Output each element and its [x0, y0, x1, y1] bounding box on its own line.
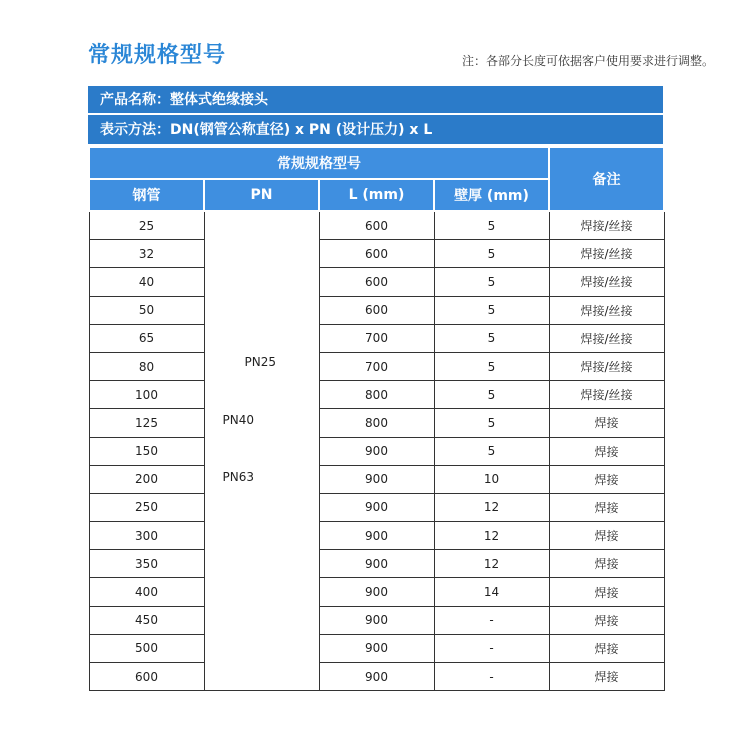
pipe-size-cell: 100 — [89, 381, 204, 409]
length-cell: 900 — [319, 493, 434, 521]
remark-cell: 焊接 — [549, 606, 664, 634]
remark-cell: 焊接/丝接 — [549, 352, 664, 380]
wall-thickness-cell: 5 — [434, 352, 549, 380]
pipe-size-cell: 500 — [89, 634, 204, 662]
pipe-size-cell: 125 — [89, 409, 204, 437]
remark-cell: 焊接/丝接 — [549, 268, 664, 296]
wall-thickness-cell: - — [434, 634, 549, 662]
length-cell: 900 — [319, 606, 434, 634]
wall-thickness-cell: 5 — [434, 324, 549, 352]
pipe-size-cell: 600 — [89, 663, 204, 691]
pipe-size-cell: 250 — [89, 493, 204, 521]
remark-cell: 焊接 — [549, 550, 664, 578]
wall-thickness-cell: 5 — [434, 437, 549, 465]
length-column-header: L (mm) — [319, 179, 434, 211]
wall-thickness-cell: 5 — [434, 211, 549, 240]
page-title: 常规规格型号 — [88, 43, 227, 68]
length-cell: 900 — [319, 550, 434, 578]
length-cell: 800 — [319, 409, 434, 437]
length-cell: 900 — [319, 465, 434, 493]
remark-cell: 焊接/丝接 — [549, 324, 664, 352]
wall-thickness-cell: 12 — [434, 550, 549, 578]
wall-thickness-cell: - — [434, 606, 549, 634]
length-cell: 600 — [319, 296, 434, 324]
pipe-size-cell: 65 — [89, 324, 204, 352]
table-row — [89, 522, 664, 550]
remark-cell: 焊接 — [549, 409, 664, 437]
remark-cell: 焊接/丝接 — [549, 211, 664, 240]
table-row — [89, 578, 664, 606]
pipe-size-cell: 400 — [89, 578, 204, 606]
table-row — [89, 493, 664, 521]
wall-thickness-cell: 12 — [434, 493, 549, 521]
length-cell: 900 — [319, 663, 434, 691]
remark-column-header: 备注 — [549, 147, 664, 211]
notation-method-row: 表示方法：DN(钢管公称直径) x PN (设计压力) x L — [88, 115, 663, 146]
length-cell: 700 — [319, 324, 434, 352]
table-row — [89, 663, 664, 691]
product-name-row: 产品名称：整体式绝缘接头 — [88, 86, 663, 115]
remark-cell: 焊接/丝接 — [549, 381, 664, 409]
wall-column-header: 壁厚 (mm) — [434, 179, 549, 211]
table-row — [89, 606, 664, 634]
wall-thickness-cell: 5 — [434, 381, 549, 409]
remark-cell: 焊接 — [549, 493, 664, 521]
wall-thickness-cell: 5 — [434, 240, 549, 268]
table-row — [89, 352, 664, 380]
remark-cell: 焊接 — [549, 663, 664, 691]
length-cell: 600 — [319, 268, 434, 296]
table-row — [89, 550, 664, 578]
remark-cell: 焊接 — [549, 522, 664, 550]
table-row — [89, 465, 664, 493]
spec-table — [88, 146, 665, 691]
pipe-size-cell: 50 — [89, 296, 204, 324]
table-row — [89, 296, 664, 324]
length-cell: 900 — [319, 522, 434, 550]
pipe-size-cell: 40 — [89, 268, 204, 296]
pipe-size-cell: 32 — [89, 240, 204, 268]
pipe-column-header: 钢管 — [89, 179, 204, 211]
pipe-size-cell: 300 — [89, 522, 204, 550]
wall-thickness-cell: 5 — [434, 268, 549, 296]
table-row — [89, 409, 664, 437]
length-cell: 900 — [319, 578, 434, 606]
spec-table-container — [88, 86, 663, 691]
remark-cell: 焊接 — [549, 465, 664, 493]
spec-group-header: 常规规格型号 — [89, 147, 549, 179]
spec-table-body — [89, 211, 664, 691]
length-cell: 800 — [319, 381, 434, 409]
pipe-size-cell: 350 — [89, 550, 204, 578]
length-cell: 900 — [319, 634, 434, 662]
adjustment-note: 注：各部分长度可依据客户使用要求进行调整。 — [462, 54, 715, 68]
table-row — [89, 240, 664, 268]
table-row — [89, 381, 664, 409]
remark-cell: 焊接/丝接 — [549, 296, 664, 324]
length-cell: 700 — [319, 352, 434, 380]
table-row — [89, 324, 664, 352]
length-cell: 600 — [319, 211, 434, 240]
wall-thickness-cell: 14 — [434, 578, 549, 606]
wall-thickness-cell: 5 — [434, 296, 549, 324]
pipe-size-cell: 200 — [89, 465, 204, 493]
pn-value-label: PN40 — [222, 413, 254, 427]
remark-cell: 焊接/丝接 — [549, 240, 664, 268]
wall-thickness-cell: - — [434, 663, 549, 691]
pipe-size-cell: 80 — [89, 352, 204, 380]
wall-thickness-cell: 10 — [434, 465, 549, 493]
pn-value-label: PN25 — [244, 355, 276, 369]
pn-merged-cell — [204, 211, 319, 691]
table-row — [89, 634, 664, 662]
pipe-size-cell: 25 — [89, 211, 204, 240]
remark-cell: 焊接 — [549, 578, 664, 606]
pn-column-header: PN — [204, 179, 319, 211]
pipe-size-cell: 150 — [89, 437, 204, 465]
table-row — [89, 437, 664, 465]
table-row — [89, 211, 664, 240]
pipe-size-cell: 450 — [89, 606, 204, 634]
remark-cell: 焊接 — [549, 634, 664, 662]
length-cell: 600 — [319, 240, 434, 268]
pn-value-label: PN63 — [222, 470, 254, 484]
length-cell: 900 — [319, 437, 434, 465]
table-row — [89, 268, 664, 296]
wall-thickness-cell: 5 — [434, 409, 549, 437]
wall-thickness-cell: 12 — [434, 522, 549, 550]
remark-cell: 焊接 — [549, 437, 664, 465]
